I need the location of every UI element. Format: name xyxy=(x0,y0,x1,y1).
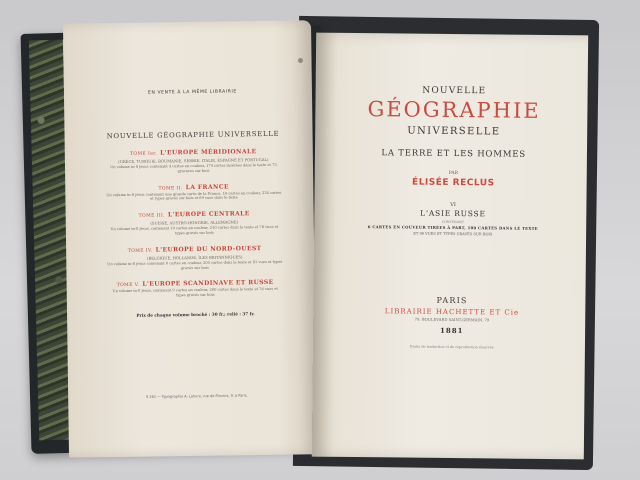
volume-name: L'EUROPE MÉRIDIONALE xyxy=(160,148,257,157)
volume-name: L'EUROPE CENTRALE xyxy=(167,210,250,219)
volume-title xyxy=(96,210,292,220)
volume-title xyxy=(95,148,291,158)
title-geographie: GÉOGRAPHIE xyxy=(367,97,541,123)
volume-subtitle: (GRÈCE, TURQUIE, ROUMANIE, SERBIE, ITALIE, ESPAGNE ET PORTUGAL) xyxy=(118,156,269,165)
volume-name: L'EUROPE SCANDINAVE ET RUSSE xyxy=(142,279,274,289)
page-hole xyxy=(298,58,303,63)
volume-entry xyxy=(96,182,292,202)
volume-entry xyxy=(97,244,293,271)
rights-notice: Droits de traduction et de reproduction réservés xyxy=(409,344,494,350)
volume-entry xyxy=(96,210,292,237)
printer-imprint: 9 261 — Typographie A. Lahure, rue de Fleurus, 9, à Paris. xyxy=(145,393,248,399)
volume-title: L'ASIE RUSSE xyxy=(420,208,486,219)
volume-description: Un volume in-8 jésus, contenant 9 cartes en couleur, 200 cartes dans le texte et 76 vues et types gravés sur bois xyxy=(112,287,278,298)
publisher-name: LIBRAIRIE HACHETTE ET Cie xyxy=(384,307,520,317)
series-title: NOUVELLE GÉOGRAPHIE UNIVERSELLE xyxy=(106,129,280,141)
volume-subtitle: (BELGIQUE, HOLLANDE, ÎLES BRITANNIQUES) xyxy=(146,254,243,261)
volume-description: Un volume in-8 jésus contenant une grande carte de la France, 10 cartes en couleur, 234 cartes et types gravés sur bois et 69 vues dans le texte xyxy=(106,190,282,202)
volume-number: VI xyxy=(450,201,456,209)
author-name: ÉLISÉE RECLUS xyxy=(412,177,495,189)
title-universelle: UNIVERSELLE xyxy=(407,125,501,138)
publisher-address: 79, BOULEVARD SAINT-GERMAIN, 79 xyxy=(414,316,490,323)
by-label: PAR xyxy=(448,170,459,177)
volume-entry xyxy=(95,148,291,175)
volume-description: Un volume in-8 jésus contenant 6 cartes en couleur, 205 cartes dans le texte et 81 vues et types gravés sur bois xyxy=(107,259,283,270)
volume-number: TOME V. xyxy=(116,283,140,289)
left-page-content xyxy=(94,89,293,319)
left-header: EN VENTE À LA MÊME LIBRAIRIE xyxy=(147,89,237,96)
volume-title xyxy=(97,244,293,254)
contents-label: CONTENANT xyxy=(441,219,465,225)
volume-number: TOME Ier. xyxy=(129,151,158,157)
title-page-content xyxy=(319,79,588,351)
publication-year: 1881 xyxy=(439,325,464,336)
volume-number: TOME II. xyxy=(158,185,183,192)
title-nouvelle: NOUVELLE xyxy=(422,85,487,97)
volume-subtitle: (SUISSE, AUSTRO-HONGRIE, ALLEMAGNE) xyxy=(150,219,239,226)
volume-entry xyxy=(97,279,293,299)
volume-description: Un volume in-8 jésus, contenant 10 cartes en couleur, 210 cartes dans le texte et 78 vues et types gravés sur bois xyxy=(110,225,279,236)
volume-name: LA FRANCE xyxy=(185,183,230,191)
volume-number: TOME III. xyxy=(138,213,166,219)
volume-name: L'EUROPE DU NORD-OUEST xyxy=(155,244,262,254)
volume-description: Un volume in-8 jésus contenant 4 cartes en couleur, 174 cartes insérées dans le texte et 73 gravures sur bois xyxy=(110,162,277,174)
publication-city: PARIS xyxy=(436,295,468,306)
subtitle-la-terre: LA TERRE ET LES HOMMES xyxy=(381,148,526,160)
volume-number: TOME IV. xyxy=(127,248,153,254)
maps-note: 6 CARTES EN COUVEUR TIRÉES À PART, 180 CARTES DANS LE TEXTE xyxy=(367,224,538,231)
price-note: Prix de chaque volume broché : 30 fr.; relié : 37 fr. xyxy=(136,311,255,318)
engravings-note: ET 90 VUES ET TYPES GRAVÉS SUR BOIS xyxy=(413,231,493,237)
